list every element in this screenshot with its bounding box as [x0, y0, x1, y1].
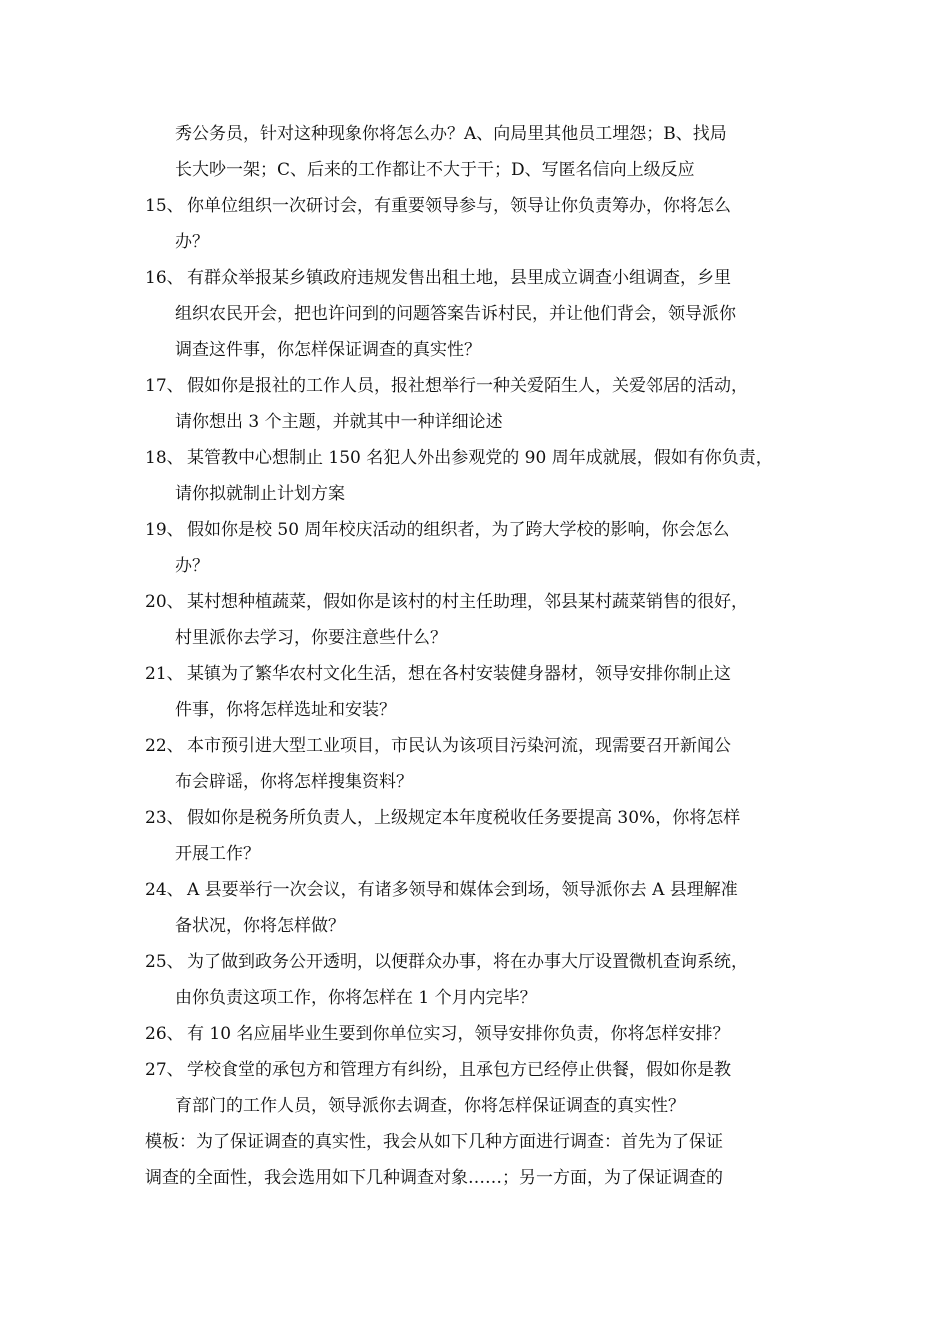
question-line: 某镇为了繁华农村文化生活，想在各村安装健身器材，领导安排你制止这	[187, 664, 731, 684]
question-text	[175, 944, 825, 1016]
question-line: 请你想出 3 个主题，并就其中一种详细论述	[175, 412, 503, 432]
question-line: 办？	[175, 232, 209, 252]
question-list	[145, 188, 825, 1124]
question-number: 25、	[145, 952, 184, 972]
question-text	[175, 800, 825, 872]
question-number: 19、	[145, 520, 184, 540]
question-line: 件事，你将怎样选址和安装？	[175, 700, 396, 720]
question-text	[175, 728, 825, 800]
question-text	[175, 656, 825, 728]
question-line: 有群众举报某乡镇政府违规发售出租土地，县里成立调查小组调查，乡里	[187, 268, 731, 288]
question-line: 有 10 名应届毕业生要到你单位实习，领导安排你负责，你将怎样安排？	[187, 1024, 730, 1044]
question-item-19	[145, 512, 825, 584]
question-text	[175, 440, 825, 512]
question-line: 备状况，你将怎样做？	[175, 916, 345, 936]
question-number: 18、	[145, 448, 184, 468]
question-line: 请你拟就制止计划方案	[175, 484, 345, 504]
continuation-line: 秀公务员，针对这种现象你将怎么办？A、向局里其他员工埋怨；B、找局	[175, 124, 727, 144]
question-line: 本市预引进大型工业项目，市民认为该项目污染河流，现需要召开新闻公	[187, 736, 731, 756]
question-item-17	[145, 368, 825, 440]
question-item-15	[145, 188, 825, 260]
question-line: A 县要举行一次会议，有诸多领导和媒体会到场，领导派你去 A 县理解准	[187, 880, 738, 900]
question-line: 开展工作？	[175, 844, 260, 864]
continuation-paragraph	[145, 116, 825, 188]
question-line: 由你负责这项工作，你将怎样在 1 个月内完毕？	[175, 988, 537, 1008]
question-text	[175, 872, 825, 944]
template-line: 调查的全面性，我会选用如下几种调查对象……；另一方面，为了保证调查的	[145, 1168, 723, 1188]
question-number: 22、	[145, 736, 184, 756]
question-item-26	[145, 1016, 825, 1052]
question-item-18	[145, 440, 825, 512]
question-number: 16、	[145, 268, 184, 288]
question-number: 27、	[145, 1060, 184, 1080]
question-number: 26、	[145, 1024, 184, 1044]
document-body	[145, 116, 825, 1196]
question-line: 假如你是报社的工作人员，报社想举行一种关爱陌生人，关爱邻居的活动，	[187, 376, 748, 396]
continuation-line: 长大吵一架；C、后来的工作都让不大于干；D、写匿名信向上级反应	[175, 160, 695, 180]
question-text	[175, 512, 825, 584]
question-number: 17、	[145, 376, 184, 396]
question-item-20	[145, 584, 825, 656]
question-line: 学校食堂的承包方和管理方有纠纷，且承包方已经停止供餐，假如你是教	[187, 1060, 731, 1080]
question-number: 21、	[145, 664, 184, 684]
question-text	[175, 368, 825, 440]
question-item-22	[145, 728, 825, 800]
question-line: 办？	[175, 556, 209, 576]
question-number: 24、	[145, 880, 184, 900]
question-line: 组织农民开会，把也许问到的问题答案告诉村民，并让他们背会，领导派你	[175, 304, 736, 324]
question-line: 你单位组织一次研讨会，有重要领导参与，领导让你负责筹办，你将怎么	[187, 196, 731, 216]
question-line: 假如你是税务所负责人，上级规定本年度税收任务要提高 30%，你将怎样	[187, 808, 741, 828]
question-line: 调查这件事，你怎样保证调查的真实性？	[175, 340, 481, 360]
question-item-16	[145, 260, 825, 368]
question-number: 15、	[145, 196, 184, 216]
question-line: 村里派你去学习，你要注意些什么？	[175, 628, 447, 648]
question-item-24	[145, 872, 825, 944]
question-item-27	[145, 1052, 825, 1124]
question-item-25	[145, 944, 825, 1016]
question-line: 育部门的工作人员，领导派你去调查，你将怎样保证调查的真实性？	[175, 1096, 685, 1116]
question-item-21	[145, 656, 825, 728]
question-text	[175, 260, 825, 368]
question-line: 布会辟谣，你将怎样搜集资料？	[175, 772, 413, 792]
question-text	[175, 188, 825, 260]
question-line: 某村想种植蔬菜，假如你是该村的村主任助理，邻县某村蔬菜销售的很好，	[187, 592, 748, 612]
question-line: 为了做到政务公开透明，以便群众办事，将在办事大厅设置微机查询系统，	[187, 952, 748, 972]
question-text	[175, 1052, 825, 1124]
question-number: 20、	[145, 592, 184, 612]
question-number: 23、	[145, 808, 184, 828]
question-line: 某管教中心想制止 150 名犯人外出参观党的 90 周年成就展，假如有你负责，	[187, 448, 773, 468]
question-item-23	[145, 800, 825, 872]
template-paragraph	[145, 1124, 825, 1196]
template-line: 模板：为了保证调查的真实性，我会从如下几种方面进行调查：首先为了保证	[145, 1132, 723, 1152]
question-text	[187, 1016, 825, 1052]
question-line: 假如你是校 50 周年校庆活动的组织者，为了跨大学校的影响，你会怎么	[187, 520, 730, 540]
question-text	[175, 584, 825, 656]
